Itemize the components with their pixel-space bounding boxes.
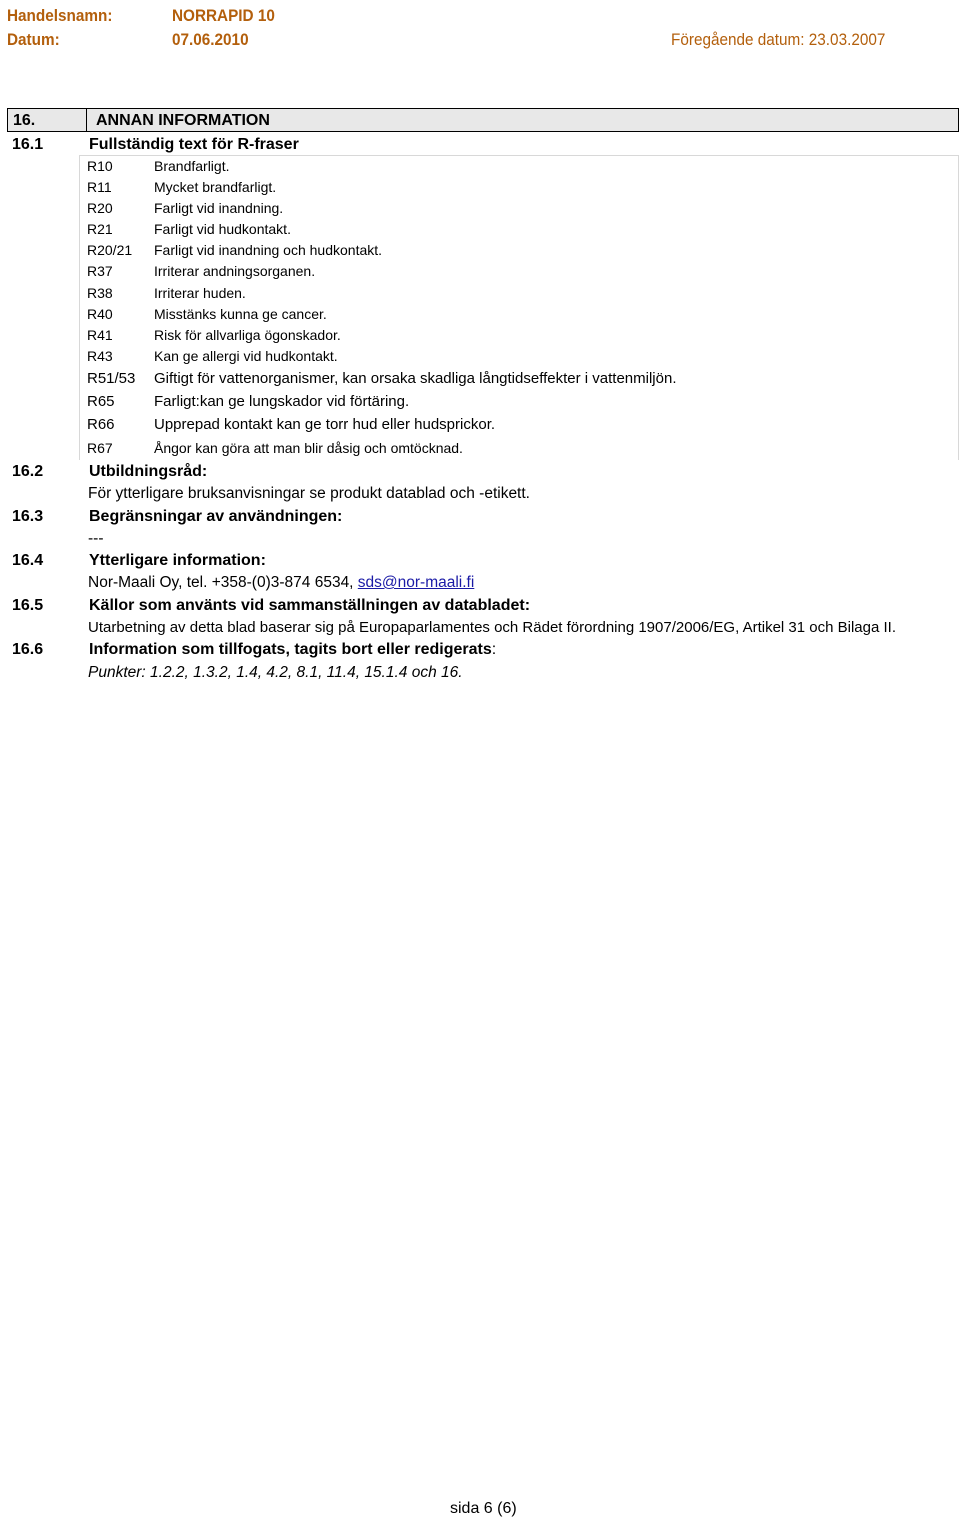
r-text: Irriterar huden. — [154, 285, 246, 301]
table-border-right — [958, 155, 959, 460]
r-text: Farligt:kan ge lungskador vid förtäring. — [154, 393, 410, 410]
changes-text: Punkter: 1.2.2, 1.3.2, 1.4, 4.2, 8.1, 11.4, 15.1.4 och 16. — [88, 664, 463, 681]
section-divider — [86, 109, 87, 131]
r-text: Irriterar andningsorganen. — [154, 263, 316, 279]
subsection-number: 16.2 — [12, 463, 44, 480]
table-border-top — [79, 155, 959, 156]
r-code: R10 — [87, 158, 113, 174]
r-code: R43 — [87, 348, 113, 364]
r-code: R20/21 — [87, 242, 133, 258]
r-text: Brandfarligt. — [154, 158, 230, 174]
r-phrase-table — [79, 155, 959, 460]
r-text: Kan ge allergi vid hudkontakt. — [154, 348, 338, 364]
subsection-number: 16.1 — [12, 136, 44, 153]
r-code: R20 — [87, 200, 113, 216]
date-value: 07.06.2010 — [172, 30, 249, 49]
subsection-number: 16.3 — [12, 508, 44, 525]
section-title-bar — [7, 108, 959, 132]
sources-text: Utarbetning av detta blad baserar sig på Europaparlamentes och Rädet förordning 1907/2006/EG, Artikel 31 och Bilaga II. — [88, 619, 897, 636]
r-code: R51/53 — [87, 370, 136, 387]
subsection-title: Begränsningar av användningen: — [89, 508, 343, 525]
subsection-title — [89, 641, 496, 659]
table-border-left — [79, 155, 80, 460]
date-label: Datum: — [7, 30, 60, 49]
subsection-title: Fullständig text för R-fraser — [89, 136, 299, 153]
training-advice-text: För ytterligare bruksanvisningar se produkt datablad och -etikett. — [88, 485, 530, 502]
r-text: Farligt vid inandning. — [154, 200, 284, 216]
r-text: Farligt vid inandning och hudkontakt. — [154, 242, 383, 258]
r-code: R21 — [87, 221, 113, 237]
usage-restrictions-text: --- — [88, 530, 104, 547]
trade-name-label: Handelsnamn: — [7, 6, 113, 25]
r-text: Farligt vid hudkontakt. — [154, 221, 291, 237]
r-text: Giftigt för vattenorganismer, kan orsaka skadliga långtidseffekter i vattenmiljön. — [154, 370, 677, 387]
page-number: sida 6 (6) — [450, 1500, 517, 1517]
subsection-title: Ytterligare information: — [89, 552, 266, 569]
contact-text: Nor-Maali Oy, tel. +358-(0)3-874 6534, — [88, 574, 358, 591]
r-code: R37 — [87, 263, 113, 279]
r-code: R41 — [87, 327, 113, 343]
r-code: R66 — [87, 416, 115, 433]
r-code: R65 — [87, 393, 115, 410]
subsection-title-text: Information som tillfogats, tagits bort eller redigerats — [89, 641, 492, 658]
subsection-number: 16.6 — [12, 641, 44, 658]
r-code: R67 — [87, 440, 113, 456]
r-text: Ångor kan göra att man blir dåsig och omtöcknad. — [154, 440, 463, 456]
r-code: R11 — [87, 179, 112, 195]
subsection-number: 16.5 — [12, 597, 44, 614]
r-code: R38 — [87, 285, 113, 301]
r-text: Misstänks kunna ge cancer. — [154, 306, 327, 322]
r-code: R40 — [87, 306, 113, 322]
subsection-title-suffix: : — [491, 641, 497, 658]
subsection-title: Utbildningsråd: — [89, 463, 208, 480]
contact-info — [88, 574, 474, 592]
trade-name-value: NORRAPID 10 — [172, 6, 275, 25]
email-link[interactable]: sds@nor-maali.fi — [357, 574, 475, 591]
r-text: Mycket brandfarligt. — [154, 179, 277, 195]
section-number: 16. — [13, 112, 36, 129]
subsection-number: 16.4 — [12, 552, 44, 569]
section-title: ANNAN INFORMATION — [96, 112, 270, 129]
previous-date: Föregående datum: 23.03.2007 — [671, 30, 886, 49]
r-text: Risk för allvarliga ögonskador. — [154, 327, 341, 343]
subsection-title: Källor som använts vid sammanställningen av databladet: — [89, 597, 531, 614]
r-text: Upprepad kontakt kan ge torr hud eller hudsprickor. — [154, 416, 496, 433]
